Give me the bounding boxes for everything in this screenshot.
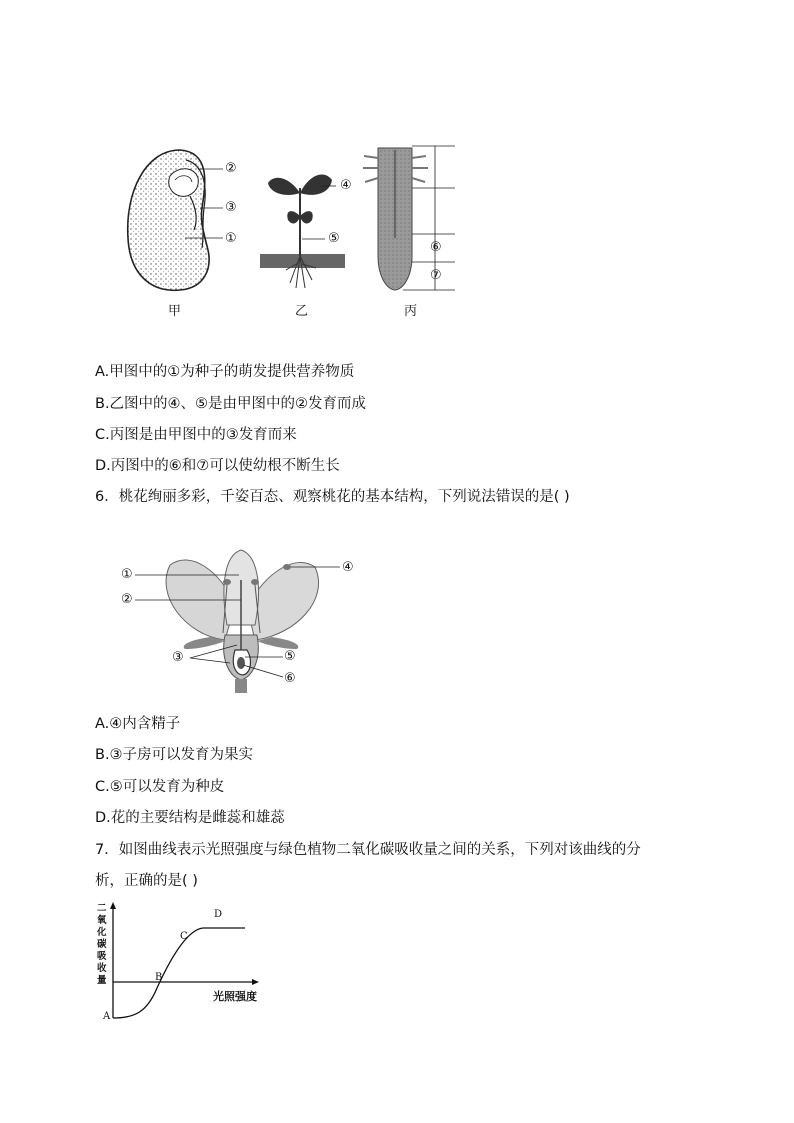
- flower-svg: [115, 545, 365, 695]
- flower-label-2: ②: [121, 592, 133, 607]
- chart-ylabel: 二氧化碳吸收量: [97, 903, 107, 986]
- q7-stem-line1: 7．如图曲线表示光照强度与绿色植物二氧化碳吸收量之间的关系，下列对该曲线的分: [95, 842, 641, 858]
- x-axis-arrow: [252, 979, 259, 985]
- caption-yi: 乙: [295, 304, 309, 319]
- flower-label-4: ④: [342, 560, 354, 575]
- q6-option-d: D.花的主要结构是雌蕊和雄蕊: [95, 810, 285, 826]
- co2-light-chart: [95, 900, 295, 1030]
- q5-option-c: C.丙图是由甲图中的③发育而来: [95, 427, 297, 443]
- figure-peach-flower: [115, 545, 365, 695]
- curve-line: [113, 928, 245, 1018]
- label-yi-4: ④: [340, 178, 352, 193]
- flower-label-5: ⑤: [284, 649, 296, 664]
- flower-label-6: ⑥: [284, 671, 296, 686]
- q6-option-b: B.③子房可以发育为果实: [95, 747, 254, 763]
- q5-option-a: A.甲图中的①为种子的萌发提供营养物质: [95, 364, 355, 380]
- chart-svg: [95, 900, 295, 1030]
- caption-bing: 丙: [404, 304, 418, 319]
- label-jia-2: ②: [225, 161, 237, 176]
- label-bing-7: ⑦: [430, 268, 442, 283]
- point-a-label: A: [103, 1011, 111, 1022]
- figure-1-svg: [120, 138, 460, 323]
- flower-label-1: ①: [121, 567, 133, 582]
- caption-jia: 甲: [168, 304, 182, 319]
- chart-xlabel: 光照强度: [213, 990, 257, 1003]
- q6-option-c: C.⑤可以发育为种皮: [95, 779, 225, 795]
- point-c-label: C: [180, 931, 188, 942]
- q6-option-a: A.④内含精子: [95, 716, 181, 732]
- q7-stem-line2: 析，正确的是( ): [95, 873, 198, 889]
- q5-option-d: D.丙图中的⑥和⑦可以使幼根不断生长: [95, 458, 340, 474]
- point-b-label: B: [155, 972, 163, 983]
- label-bing-6: ⑥: [430, 240, 442, 255]
- q5-option-b: B.乙图中的④、⑤是由甲图中的②发育而成: [95, 396, 367, 412]
- bean-seed-drawing: [128, 150, 223, 290]
- figure-seed-seedling-root: [120, 138, 460, 323]
- point-d-label: D: [214, 909, 223, 920]
- y-axis-arrow: [110, 902, 116, 909]
- q6-stem: 6．桃花绚丽多彩，千姿百态、观察桃花的基本结构，下列说法错误的是( ): [95, 489, 570, 505]
- label-jia-1: ①: [225, 231, 237, 246]
- label-jia-3: ③: [225, 200, 237, 215]
- label-yi-5: ⑤: [328, 231, 340, 246]
- flower-label-3: ③: [172, 650, 184, 665]
